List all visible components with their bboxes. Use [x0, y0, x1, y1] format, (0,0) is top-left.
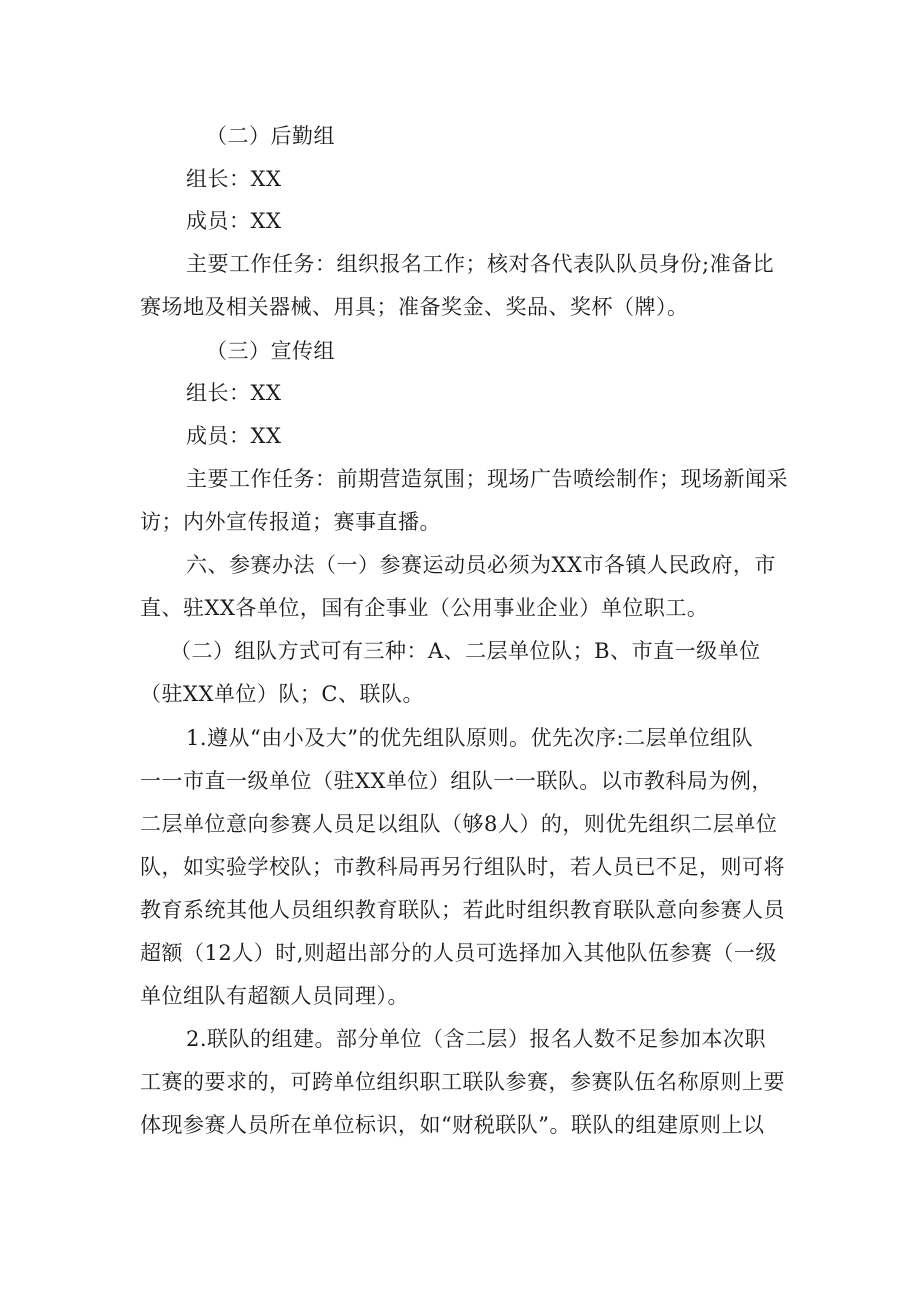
- logistics-tasks-line1: 主要工作任务：组织报名工作；核对各代表队队员身份;准备比: [186, 252, 775, 276]
- item1-line: 一一市直一级单位（驻XX单位）组队一一联队。以市教科局为例，: [140, 769, 773, 793]
- item1-line: 单位组队有超额人员同理）。: [140, 984, 409, 1008]
- item1-line: 教育系统其他人员组织教育联队；若此时组织教育联队意向参赛人员: [140, 898, 785, 922]
- item2-line: 2.联队的组建。部分单位（含二层）报名人数不足参加本次职: [186, 1027, 767, 1051]
- logistics-members: 成员：XX: [186, 209, 282, 233]
- item2-line: 体现参赛人员所在单位标识，如“财税联队”。联队的组建原则上以: [140, 1113, 765, 1137]
- publicity-heading: （三）宣传组: [206, 339, 335, 363]
- section6-sub2-line1: （二）组队方式可有三种：A、二层单位队；B、市直一级单位: [170, 639, 761, 663]
- publicity-tasks-line1: 主要工作任务：前期营造氛围；现场广告喷绘制作；现场新闻采: [186, 467, 788, 491]
- item1-line: 队，如实验学校队；市教科局再另行组队时，若人员已不足，则可将: [140, 855, 785, 879]
- publicity-members: 成员：XX: [186, 424, 282, 448]
- section6-line2: 直、驻XX各单位，国有企事业（公用事业企业）单位职工。: [140, 596, 709, 620]
- publicity-tasks-line2: 访；内外宣传报道；赛事直播。: [140, 510, 441, 534]
- item1-line: 1.遵从“由小及大”的优先组队原则。优先次序:二层单位组队: [186, 726, 754, 750]
- item2-line: 工赛的要求的，可跨单位组织职工联队参赛，参赛队伍名称原则上要: [140, 1070, 785, 1094]
- logistics-leader: 组长：XX: [186, 167, 282, 191]
- item1-line: 二层单位意向参赛人员足以组队（够8人）的，则优先组织二层单位: [140, 812, 778, 836]
- publicity-leader: 组长：XX: [186, 381, 282, 405]
- logistics-tasks-line2: 赛场地及相关器械、用具；准备奖金、奖品、奖杯（牌）。: [140, 295, 689, 319]
- item1-line: 超额（12人）时,则超出部分的人员可选择加入其他队伍参赛（一级: [140, 941, 777, 965]
- logistics-heading: （二）后勤组: [206, 124, 335, 148]
- section6-line1: 六、参赛办法（一）参赛运动员必须为XX市各镇人民政府，市: [186, 553, 776, 577]
- section6-sub2-line2: （驻XX单位）队；C、联队。: [140, 682, 424, 706]
